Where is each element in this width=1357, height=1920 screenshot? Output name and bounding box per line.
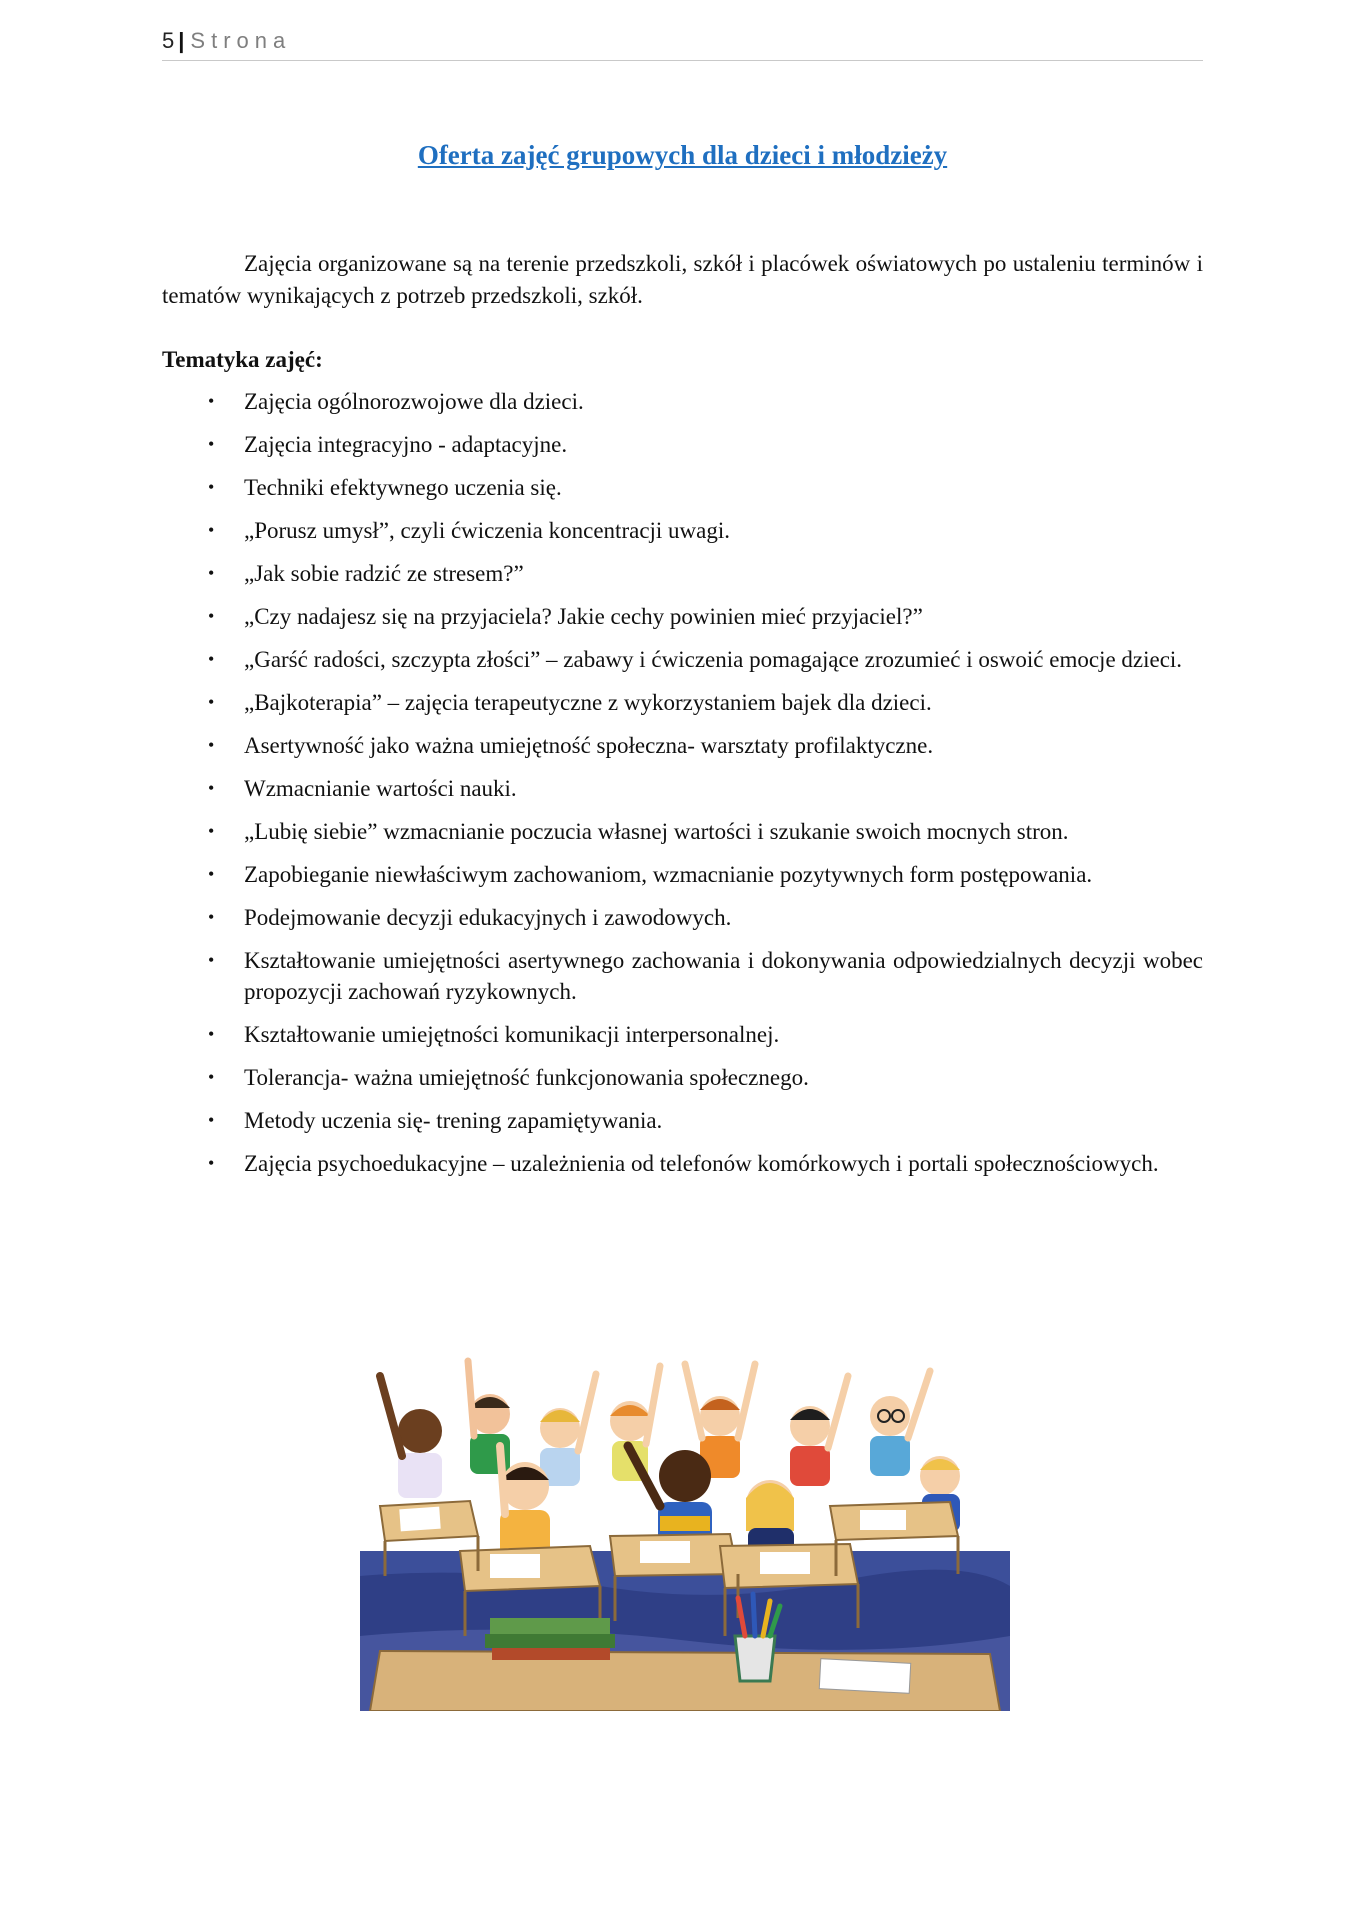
topic-text: Metody uczenia się- trening zapamiętywania.: [244, 1108, 663, 1133]
bullet-glyph: •: [208, 1024, 215, 1044]
topic-item: [162, 601, 1203, 632]
bullet-glyph: •: [208, 1067, 215, 1087]
topic-text: „Lubię siebie” wzmacnianie poczucia własnej wartości i szukanie swoich mocnych stron.: [244, 819, 1069, 844]
topic-text: Podejmowanie decyzji edukacyjnych i zawodowych.: [244, 905, 732, 930]
topics-list: [162, 386, 1203, 1191]
bullet-glyph: •: [208, 477, 215, 497]
bullet-glyph: •: [208, 520, 215, 540]
page-header: [162, 28, 1203, 61]
topic-text: „Garść radości, szczypta złości” – zabawy i ćwiczenia pomagające zrozumieć i oswoić emocje dzieci.: [244, 647, 1183, 672]
topic-text: Zajęcia ogólnorozwojowe dla dzieci.: [244, 389, 584, 414]
topic-item: [162, 472, 1203, 503]
topic-item: [162, 429, 1203, 460]
topic-item: [162, 644, 1203, 675]
bullet-glyph: •: [208, 391, 215, 411]
page-title: Oferta zajęć grupowych dla dzieci i młodzieży: [417, 140, 948, 170]
topic-text: Zajęcia psychoedukacyjne – uzależnienia od telefonów komórkowych i portali społecznościowych.: [244, 1151, 1159, 1176]
bullet-glyph: •: [208, 1153, 215, 1173]
topic-text: Kształtowanie umiejętności komunikacji interpersonalnej.: [244, 1022, 780, 1047]
page-number: 5: [162, 28, 175, 53]
topic-item: [162, 687, 1203, 718]
topic-item: [162, 558, 1203, 589]
topic-item: [162, 1105, 1203, 1136]
bullet-glyph: •: [208, 864, 215, 884]
topic-text: Zajęcia integracyjno - adaptacyjne.: [244, 432, 568, 457]
topic-item: [162, 945, 1203, 1007]
topic-item: [162, 386, 1203, 417]
bullet-glyph: •: [208, 649, 215, 669]
bullet-glyph: •: [208, 778, 215, 798]
topic-text: „Bajkoterapia” – zajęcia terapeutyczne z wykorzystaniem bajek dla dzieci.: [244, 690, 932, 715]
bullet-glyph: •: [208, 1110, 215, 1130]
topic-text: Wzmacnianie wartości nauki.: [244, 776, 517, 801]
topic-text: „Czy nadajesz się na przyjaciela? Jakie cechy powinien mieć przyjaciel?”: [244, 604, 923, 629]
topic-item: [162, 816, 1203, 847]
topic-item: [162, 1019, 1203, 1050]
topic-item: [162, 859, 1203, 890]
bullet-glyph: •: [208, 692, 215, 712]
topic-item: [162, 730, 1203, 761]
topic-item: [162, 515, 1203, 546]
topic-item: [162, 1062, 1203, 1093]
topic-text: Zapobieganie niewłaściwym zachowaniom, wzmacnianie pozytywnych form postępowania.: [244, 862, 1093, 887]
bullet-glyph: •: [208, 735, 215, 755]
bullet-glyph: •: [208, 606, 215, 626]
topic-text: „Jak sobie radzić ze stresem?”: [244, 561, 524, 586]
topic-text: Asertywność jako ważna umiejętność społeczna- warsztaty profilaktyczne.: [244, 733, 934, 758]
header-separator: |: [178, 28, 185, 53]
topic-text: „Porusz umysł”, czyli ćwiczenia koncentracji uwagi.: [244, 518, 731, 543]
intro-paragraph: Zajęcia organizowane są na terenie przedszkoli, szkół i placówek oświatowych po ustaleniu terminów i tematów wynikających z potrzeb przedszkoli, szkół.: [162, 251, 1203, 308]
topic-text: Tolerancja- ważna umiejętność funkcjonowania społecznego.: [244, 1065, 809, 1090]
bullet-glyph: •: [208, 907, 215, 927]
section-heading: Tematyka zajęć:: [162, 347, 323, 372]
topic-text: Kształtowanie umiejętności asertywnego zachowania i dokonywania odpowiedzialnych decyzji wobec propozycji zachowań ryzykownych.: [244, 948, 1203, 1004]
topic-text: Techniki efektywnego uczenia się.: [244, 475, 562, 500]
topic-item: [162, 902, 1203, 933]
bullet-glyph: •: [208, 950, 215, 970]
bullet-glyph: •: [208, 434, 215, 454]
bullet-glyph: •: [208, 563, 215, 583]
topic-item: [162, 773, 1203, 804]
bullet-glyph: •: [208, 821, 215, 841]
classroom-illustration: [360, 1336, 1010, 1711]
header-label: Strona: [190, 28, 292, 53]
topic-item: [162, 1148, 1203, 1179]
